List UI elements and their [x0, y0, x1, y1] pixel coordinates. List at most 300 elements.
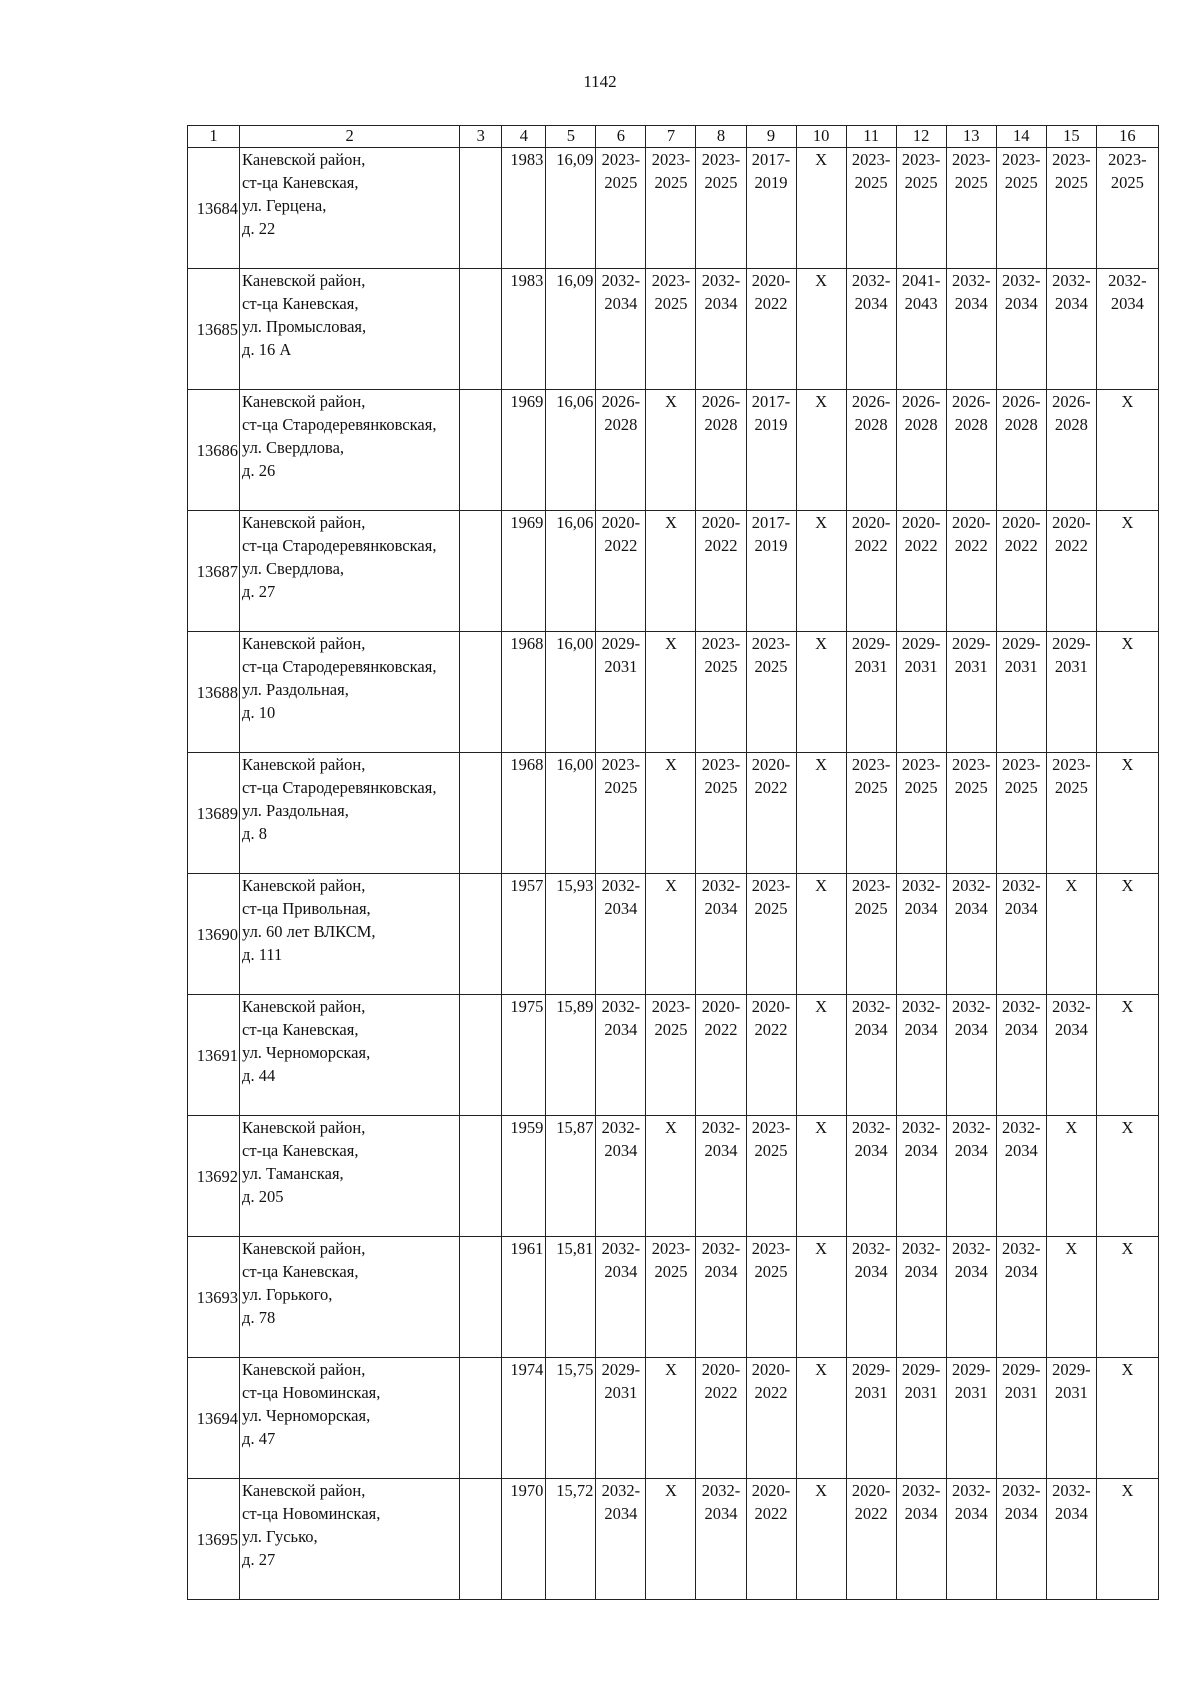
period-cell	[846, 753, 896, 874]
period-cell	[796, 874, 846, 995]
column-header: 8	[696, 126, 746, 148]
period-line: X	[1065, 876, 1078, 895]
period-line: 2029-	[1052, 1360, 1091, 1379]
period-line: 2034	[954, 1262, 988, 1281]
period-line: 2017-	[751, 150, 791, 169]
period-cell	[1046, 995, 1096, 1116]
column-header: 10	[796, 126, 846, 148]
period-line: 2034	[1054, 1020, 1088, 1039]
period-cell	[996, 511, 1046, 632]
address-line: ст-ца Стародеревянковская,	[242, 657, 437, 676]
period-cell	[946, 1116, 996, 1237]
address-cell	[240, 753, 460, 874]
period-cell	[1096, 632, 1158, 753]
period-cell	[996, 1116, 1046, 1237]
period-line: 2032-	[601, 876, 641, 895]
period-line: 2023-	[851, 876, 891, 895]
period-line: 2017-	[751, 392, 791, 411]
period-line: 2023-	[751, 1239, 791, 1258]
period-line: X	[815, 876, 828, 895]
column-header: 13	[946, 126, 996, 148]
period-line: 2020-	[1052, 513, 1091, 532]
period-line: 2032-	[1052, 1481, 1091, 1500]
column-3-cell	[460, 390, 502, 511]
column-3-cell	[460, 753, 502, 874]
table-row	[188, 632, 1159, 753]
period-line: 2034	[1004, 1020, 1038, 1039]
period-cell	[596, 1479, 646, 1600]
period-cell	[596, 995, 646, 1116]
period-line: 2034	[1054, 1504, 1088, 1523]
period-cell	[746, 390, 796, 511]
period-line: 2029-	[851, 634, 891, 653]
address-cell	[240, 995, 460, 1116]
period-line: 2032-	[951, 876, 991, 895]
address-line: ст-ца Каневская,	[242, 1141, 359, 1160]
period-line: X	[1121, 1360, 1134, 1379]
column-header: 12	[896, 126, 946, 148]
address-line: Каневской район,	[242, 271, 366, 290]
period-cell	[696, 874, 746, 995]
period-line: 2023-	[951, 755, 991, 774]
period-cell	[746, 1358, 796, 1479]
period-line: 2032-	[1002, 271, 1041, 290]
period-cell	[646, 1116, 696, 1237]
period-cell	[946, 390, 996, 511]
period-cell	[846, 1358, 896, 1479]
column-3-cell	[460, 995, 502, 1116]
period-line: 2025	[704, 778, 738, 797]
period-line: X	[1121, 513, 1134, 532]
year-cell: 1969	[502, 511, 546, 632]
period-line: 2031	[1054, 1383, 1088, 1402]
address-cell	[240, 148, 460, 269]
period-line: 2025	[904, 173, 938, 192]
table-row	[188, 511, 1159, 632]
period-line: 2034	[854, 1262, 888, 1281]
period-cell	[1096, 511, 1158, 632]
period-cell	[796, 1479, 846, 1600]
period-line: 2032-	[701, 1481, 741, 1500]
period-line: 2022	[1004, 536, 1038, 555]
period-line: 2031	[904, 1383, 938, 1402]
period-line: 2025	[754, 1262, 788, 1281]
address-cell	[240, 1237, 460, 1358]
year-cell: 1968	[502, 632, 546, 753]
period-cell	[996, 874, 1046, 995]
period-line: 2022	[704, 1020, 738, 1039]
period-cell	[946, 753, 996, 874]
year-cell: 1957	[502, 874, 546, 995]
period-line: X	[815, 1118, 828, 1137]
period-line: X	[1121, 1239, 1134, 1258]
period-line: 2020-	[701, 1360, 741, 1379]
period-cell	[1046, 753, 1096, 874]
period-cell	[1046, 1479, 1096, 1600]
period-cell	[846, 148, 896, 269]
period-cell	[696, 390, 746, 511]
period-cell	[1046, 390, 1096, 511]
column-3-cell	[460, 1479, 502, 1600]
value-cell: 15,87	[546, 1116, 596, 1237]
address-line: ул. Гусько,	[242, 1527, 318, 1546]
record-number: 13684	[188, 148, 240, 269]
period-line: 2034	[904, 1141, 938, 1160]
period-cell	[796, 148, 846, 269]
year-cell: 1968	[502, 753, 546, 874]
period-line: 2023-	[701, 755, 741, 774]
address-line: ул. Свердлова,	[242, 438, 345, 457]
period-line: 2023-	[751, 634, 791, 653]
period-line: 2034	[954, 1141, 988, 1160]
period-line: 2031	[854, 657, 888, 676]
period-line: 2026-	[951, 392, 991, 411]
period-line: 2025	[604, 778, 638, 797]
period-cell	[696, 632, 746, 753]
period-line: 2029-	[1052, 634, 1091, 653]
period-line: X	[664, 1481, 677, 1500]
period-line: 2034	[704, 1141, 738, 1160]
period-cell	[646, 632, 696, 753]
period-cell	[746, 1479, 796, 1600]
record-number: 13688	[188, 632, 240, 753]
period-line: 2017-	[751, 513, 791, 532]
period-line: 2025	[704, 173, 738, 192]
period-line: 2023-	[601, 755, 641, 774]
period-cell	[896, 511, 946, 632]
period-cell	[796, 511, 846, 632]
address-cell	[240, 874, 460, 995]
period-line: 2034	[904, 899, 938, 918]
address-line: Каневской район,	[242, 876, 366, 895]
period-line: 2032-	[701, 876, 741, 895]
record-number: 13689	[188, 753, 240, 874]
year-cell: 1974	[502, 1358, 546, 1479]
period-cell	[596, 753, 646, 874]
period-cell	[996, 269, 1046, 390]
period-line: 2032-	[601, 1118, 641, 1137]
period-line: 2020-	[751, 271, 791, 290]
period-line: 2023-	[651, 997, 691, 1016]
table-row	[188, 874, 1159, 995]
address-cell	[240, 1116, 460, 1237]
address-cell	[240, 632, 460, 753]
period-line: 2022	[854, 1504, 888, 1523]
period-line: 2025	[754, 657, 788, 676]
period-line: 2019	[754, 415, 788, 434]
period-line: 2020-	[701, 997, 741, 1016]
period-line: 2026-	[851, 392, 891, 411]
period-cell	[746, 148, 796, 269]
period-cell	[746, 1116, 796, 1237]
address-line: ст-ца Стародеревянковская,	[242, 536, 437, 555]
column-3-cell	[460, 1237, 502, 1358]
table-row	[188, 1116, 1159, 1237]
address-line: д. 111	[242, 945, 283, 964]
period-line: 2025	[754, 1141, 788, 1160]
period-line: X	[664, 392, 677, 411]
period-line: 2025	[954, 173, 988, 192]
period-cell	[696, 1358, 746, 1479]
period-line: 2025	[1004, 173, 1038, 192]
address-line: ст-ца Каневская,	[242, 1020, 359, 1039]
period-line: 2022	[754, 778, 788, 797]
period-line: 2034	[854, 1020, 888, 1039]
period-line: 2041-	[901, 271, 941, 290]
period-line: 2032-	[901, 876, 941, 895]
period-line: X	[815, 634, 828, 653]
period-line: 2034	[704, 1262, 738, 1281]
column-header: 15	[1046, 126, 1096, 148]
address-line: д. 47	[242, 1429, 276, 1448]
period-line: 2023-	[601, 150, 641, 169]
period-line: 2032-	[951, 1118, 991, 1137]
column-header: 7	[646, 126, 696, 148]
period-cell	[696, 1237, 746, 1358]
period-cell	[646, 874, 696, 995]
address-line: Каневской район,	[242, 997, 366, 1016]
address-line: ст-ца Новоминская,	[242, 1383, 381, 1402]
value-cell: 16,06	[546, 390, 596, 511]
record-number: 13694	[188, 1358, 240, 1479]
period-line: 2029-	[951, 1360, 991, 1379]
value-cell: 16,00	[546, 753, 596, 874]
period-cell	[696, 269, 746, 390]
period-cell	[946, 1479, 996, 1600]
period-cell	[746, 632, 796, 753]
period-line: 2020-	[751, 755, 791, 774]
period-line: 2023-	[701, 150, 741, 169]
period-line: 2020-	[751, 1360, 791, 1379]
column-header: 5	[546, 126, 596, 148]
period-line: 2025	[654, 294, 688, 313]
address-cell	[240, 511, 460, 632]
period-line: 2034	[1110, 294, 1144, 313]
period-line: 2025	[654, 1262, 688, 1281]
column-number-row	[188, 126, 1159, 148]
record-number: 13685	[188, 269, 240, 390]
record-number: 13687	[188, 511, 240, 632]
period-line: X	[1065, 1118, 1078, 1137]
period-cell	[1096, 753, 1158, 874]
period-line: 2031	[854, 1383, 888, 1402]
period-line: 2034	[704, 899, 738, 918]
address-line: Каневской район,	[242, 1360, 366, 1379]
period-line: 2032-	[701, 1118, 741, 1137]
address-line: Каневской район,	[242, 1481, 366, 1500]
address-line: Каневской район,	[242, 1239, 366, 1258]
period-line: 2023-	[951, 150, 991, 169]
period-line: 2032-	[601, 1239, 641, 1258]
address-line: Каневской район,	[242, 150, 366, 169]
period-line: 2034	[1004, 1262, 1038, 1281]
column-header: 6	[596, 126, 646, 148]
period-cell	[1096, 390, 1158, 511]
period-line: 2029-	[1002, 634, 1041, 653]
period-line: 2034	[604, 899, 638, 918]
address-line: ст-ца Каневская,	[242, 1262, 359, 1281]
period-cell	[846, 874, 896, 995]
period-line: 2025	[854, 173, 888, 192]
period-cell	[946, 511, 996, 632]
address-line: ул. Раздольная,	[242, 680, 349, 699]
period-cell	[846, 390, 896, 511]
period-line: 2034	[1004, 1504, 1038, 1523]
period-line: 2023-	[751, 1118, 791, 1137]
table-row	[188, 390, 1159, 511]
period-cell	[1096, 874, 1158, 995]
period-cell	[946, 995, 996, 1116]
period-cell	[646, 390, 696, 511]
period-line: 2034	[1004, 1141, 1038, 1160]
period-line: X	[664, 876, 677, 895]
period-line: X	[815, 1481, 828, 1500]
table-row	[188, 269, 1159, 390]
period-cell	[896, 753, 946, 874]
period-line: 2026-	[601, 392, 641, 411]
period-line: 2022	[1054, 536, 1088, 555]
period-line: 2029-	[601, 634, 641, 653]
period-line: 2023-	[651, 150, 691, 169]
period-cell	[596, 390, 646, 511]
period-line: 2029-	[601, 1360, 641, 1379]
period-line: 2034	[854, 1141, 888, 1160]
period-cell	[746, 511, 796, 632]
period-line: X	[1121, 392, 1134, 411]
year-cell: 1969	[502, 390, 546, 511]
period-line: 2023-	[901, 755, 941, 774]
period-line: X	[664, 634, 677, 653]
period-line: 2032-	[1002, 1481, 1041, 1500]
period-cell	[896, 1237, 946, 1358]
year-cell: 1983	[502, 148, 546, 269]
period-cell	[896, 632, 946, 753]
table-row	[188, 753, 1159, 874]
period-line: 2032-	[1108, 271, 1147, 290]
period-line: 2032-	[701, 271, 741, 290]
period-cell	[746, 995, 796, 1116]
period-cell	[996, 632, 1046, 753]
period-line: 2028	[704, 415, 738, 434]
period-line: 2028	[1054, 415, 1088, 434]
year-cell: 1959	[502, 1116, 546, 1237]
period-line: 2029-	[901, 634, 941, 653]
period-cell	[846, 511, 896, 632]
address-line: Каневской район,	[242, 634, 366, 653]
period-line: 2022	[754, 1020, 788, 1039]
period-line: 2028	[904, 415, 938, 434]
period-line: 2026-	[1052, 392, 1091, 411]
period-line: 2028	[1004, 415, 1038, 434]
housing-register-table	[187, 125, 1159, 1600]
period-line: 2034	[604, 1020, 638, 1039]
column-3-cell	[460, 874, 502, 995]
period-cell	[646, 753, 696, 874]
period-cell	[996, 1358, 1046, 1479]
period-line: 2032-	[901, 1481, 941, 1500]
period-line: 2022	[754, 294, 788, 313]
period-line: 2034	[904, 1504, 938, 1523]
period-line: 2034	[1004, 294, 1038, 313]
period-line: 2032-	[1052, 997, 1091, 1016]
period-line: 2031	[904, 657, 938, 676]
period-cell	[1096, 1237, 1158, 1358]
period-line: 2023-	[1002, 755, 1041, 774]
period-line: X	[815, 150, 828, 169]
address-line: Каневской район,	[242, 1118, 366, 1137]
value-cell: 15,93	[546, 874, 596, 995]
column-3-cell	[460, 511, 502, 632]
period-line: 2020-	[1002, 513, 1041, 532]
address-line: ул. Черноморская,	[242, 1406, 371, 1425]
period-line: 2025	[654, 173, 688, 192]
period-line: 2023-	[651, 1239, 691, 1258]
period-line: 2025	[1110, 173, 1144, 192]
address-line: д. 8	[242, 824, 267, 843]
period-line: X	[1065, 1239, 1078, 1258]
column-header: 14	[996, 126, 1046, 148]
address-line: д. 205	[242, 1187, 284, 1206]
period-cell	[896, 1358, 946, 1479]
column-header: 11	[846, 126, 896, 148]
period-line: 2028	[954, 415, 988, 434]
period-line: 2034	[954, 1020, 988, 1039]
period-line: 2020-	[601, 513, 641, 532]
period-cell	[946, 148, 996, 269]
address-cell	[240, 269, 460, 390]
address-line: д. 16 А	[242, 340, 292, 359]
period-cell	[996, 753, 1046, 874]
period-line: 2034	[704, 1504, 738, 1523]
period-cell	[596, 1358, 646, 1479]
period-line: 2034	[604, 294, 638, 313]
address-cell	[240, 390, 460, 511]
period-cell	[846, 1479, 896, 1600]
period-cell	[996, 390, 1046, 511]
value-cell: 15,81	[546, 1237, 596, 1358]
period-line: 2031	[1004, 1383, 1038, 1402]
period-line: 2020-	[901, 513, 941, 532]
period-line: 2025	[754, 899, 788, 918]
period-line: X	[664, 1118, 677, 1137]
period-line: 2032-	[701, 1239, 741, 1258]
address-line: д. 27	[242, 1550, 276, 1569]
record-number: 13695	[188, 1479, 240, 1600]
period-line: X	[815, 1239, 828, 1258]
address-line: ул. 60 лет ВЛКСМ,	[242, 922, 376, 941]
period-cell	[1096, 269, 1158, 390]
address-line: д. 10	[242, 703, 276, 722]
period-line: 2032-	[901, 1118, 941, 1137]
period-cell	[946, 874, 996, 995]
period-line: 2031	[954, 1383, 988, 1402]
period-cell	[846, 1237, 896, 1358]
period-line: 2023-	[1108, 150, 1147, 169]
period-line: X	[1121, 997, 1134, 1016]
period-line: 2023-	[751, 876, 791, 895]
period-cell	[596, 1237, 646, 1358]
address-line: д. 26	[242, 461, 276, 480]
period-cell	[1096, 1358, 1158, 1479]
period-cell	[596, 1116, 646, 1237]
period-line: 2023-	[851, 150, 891, 169]
period-line: X	[815, 513, 828, 532]
period-line: 2029-	[851, 1360, 891, 1379]
period-line: 2022	[954, 536, 988, 555]
period-line: X	[1121, 1481, 1134, 1500]
value-cell: 16,09	[546, 148, 596, 269]
column-3-cell	[460, 148, 502, 269]
